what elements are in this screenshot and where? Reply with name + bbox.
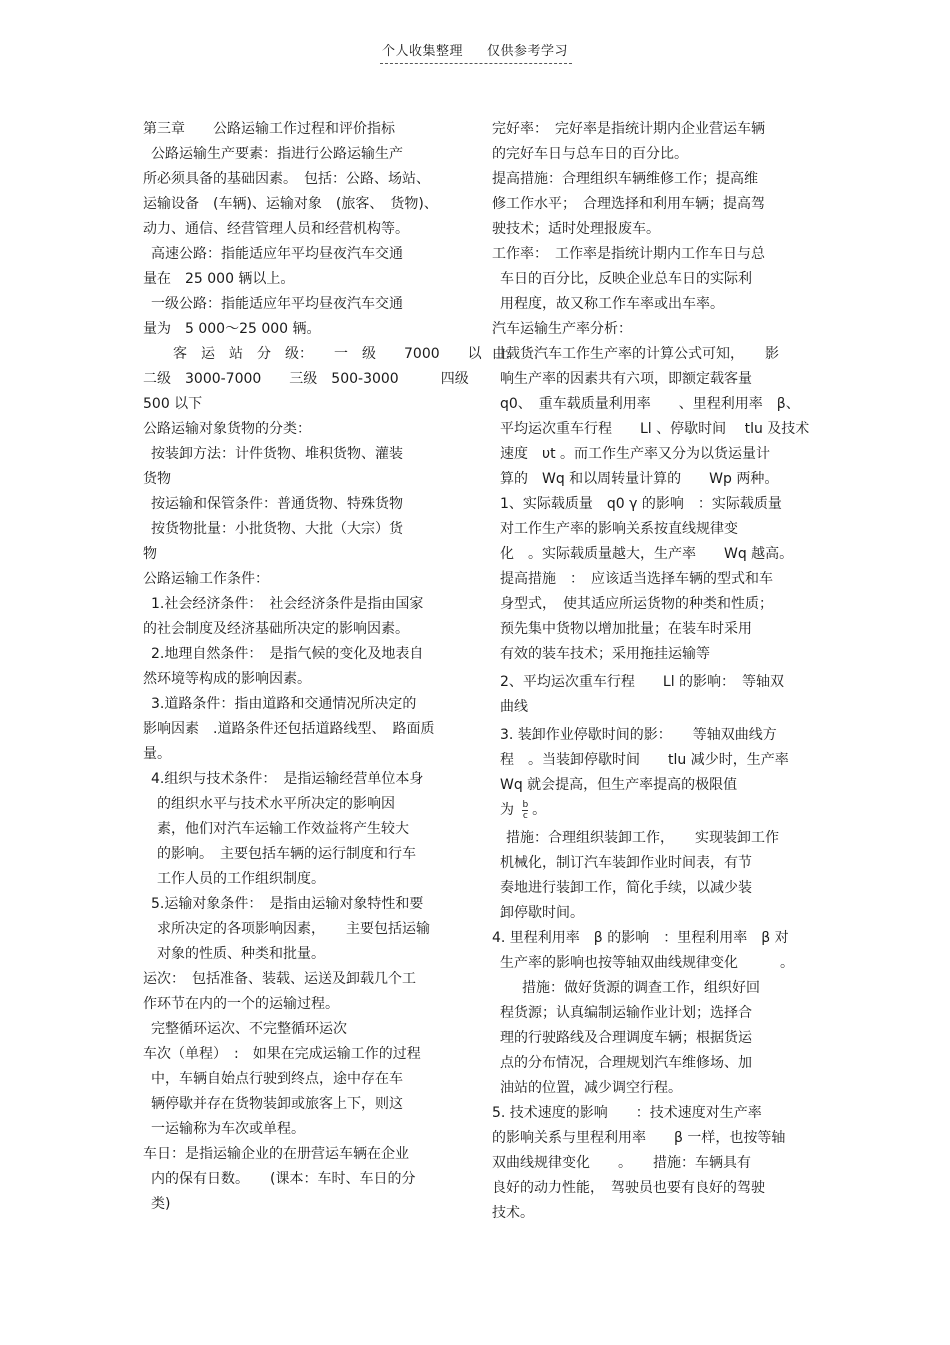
text-line: 车日的百分比，反映企业总车日的实际利 xyxy=(500,271,752,287)
text-line: 运次： 包括准备、装载、运送及卸载几个工 xyxy=(143,971,416,987)
text-line: 中，车辆自始点行驶到终点，途中存在车 xyxy=(151,1071,403,1087)
text-line: 5. 技术速度的影响 ：技术速度对生产率 xyxy=(492,1105,762,1121)
text-line: 工作率： 工作率是指统计期内工作车日与总 xyxy=(492,246,765,262)
text-line: 2、平均运次重车行程 Ll 的影响： 等轴双 xyxy=(500,674,785,690)
text-line: 对象的性质、种类和批量。 xyxy=(157,946,325,962)
text-line: 一级公路：指能适应年平均昼夜汽车交通 xyxy=(151,296,403,312)
text-line: 措施：合理组织装卸工作， 实现装卸工作 xyxy=(506,830,779,846)
section-heading: 汽车运输生产率分析： xyxy=(492,321,632,337)
text-line: 量在 25 000 辆以上。 xyxy=(143,271,295,287)
text-line: 内的保有日数。 (课本：车时、车日的分 xyxy=(151,1171,416,1187)
section-heading: 公路运输工作条件： xyxy=(143,571,269,587)
text-line: 4.组织与技术条件： 是指运输经营单位本身 xyxy=(151,771,424,787)
chapter-title: 第三章 公路运输工作过程和评价指标 xyxy=(143,121,395,137)
text-line: 1.社会经济条件： 社会经济条件是指由国家 xyxy=(151,596,424,612)
text-line: 卸停歇时间。 xyxy=(500,905,584,921)
text-line: 高速公路：指能适应年平均昼夜汽车交通 xyxy=(151,246,403,262)
text-line: 4. 里程利用率 β 的影响 ：里程利用率 β 对 xyxy=(492,930,789,946)
text-line: 量为 5 000～25 000 辆。 xyxy=(143,321,321,337)
text-line: 影响因素 .道路条件还包括道路线型、 路面质 xyxy=(143,721,435,737)
text-line: 1、实际载质量 q0 γ 的影响 ：实际载质量 xyxy=(500,496,782,512)
text-line: 双曲线规律变化 。 措施：车辆具有 xyxy=(492,1155,751,1171)
text-line: 奏地进行装卸工作，简化手续，以减少装 xyxy=(500,880,752,896)
text-line: 生产率的影响也按等轴双曲线规律变化 。 xyxy=(500,955,794,971)
text-line: 身型式， 使其适应所运货物的种类和性质； xyxy=(500,596,773,612)
text-line: 车日：是指运输企业的在册营运车辆在企业 xyxy=(143,1146,409,1162)
fraction-numerator: b xyxy=(522,799,529,810)
text-line: 的社会制度及经济基础所决定的影响因素。 xyxy=(143,621,409,637)
limit-fraction xyxy=(522,800,528,821)
text-line: 修工作水平； 合理选择和利用车辆；提高驾 xyxy=(492,196,765,212)
text-line: 程 。当装卸停歇时间 tlu 减少时，生产率 xyxy=(500,752,789,768)
text-line: 按运输和保管条件：普通货物、特殊货物 xyxy=(151,496,403,512)
text-line: 良好的动力性能， 驾驶员也要有良好的驾驶 xyxy=(492,1180,765,1196)
text-line: 3. 装卸作业停歇时间的影： 等轴双曲线方 xyxy=(500,727,777,743)
left-column xyxy=(143,117,510,1217)
text-line: 机械化，制订汽车装卸作业时间表，有节 xyxy=(500,855,752,871)
text-line: 客 运 站 分 级： 一 级 7000 以 上 xyxy=(173,346,510,362)
text-line: 二级 3000-7000 三级 500-3000 四级 xyxy=(143,371,469,387)
text-fragment: 为 xyxy=(500,802,514,818)
text-line: 提高措施：合理组织车辆维修工作；提高维 xyxy=(492,171,758,187)
text-line: 响生产率的因素共有六项，即额定载客量 xyxy=(500,371,752,387)
text-line: 点的分布情况，合理规划汽车维修场、加 xyxy=(500,1055,752,1071)
text-line: 措施：做好货源的调查工作，组织好回 xyxy=(522,980,760,996)
text-line: 有效的装车技术；采用拖挂运输等 xyxy=(500,646,710,662)
text-line: 曲线 xyxy=(500,699,528,715)
fraction-denominator: c xyxy=(522,810,528,821)
text-line: 素，他们对汽车运输工作效益将产生较大 xyxy=(157,821,409,837)
text-line: 驶技术；适时处理报废车。 xyxy=(492,221,660,237)
text-line: 5.运输对象条件： 是指由运输对象特性和要 xyxy=(151,896,424,912)
text-line: 辆停歇并存在货物装卸或旅客上下，则这 xyxy=(151,1096,403,1112)
text-line: 物 xyxy=(143,546,157,562)
text-line: 按装卸方法：计件货物、堆积货物、灌装 xyxy=(151,446,403,462)
text-line: 的组织水平与技术水平所决定的影响因 xyxy=(157,796,395,812)
text-line: 求所决定的各项影响因素， 主要包括运输 xyxy=(157,921,430,937)
text-line: 的完好车日与总车日的百分比。 xyxy=(492,146,688,162)
text-line: 提高措施 ： 应该适当选择车辆的型式和车 xyxy=(500,571,773,587)
text-line: 由载货汽车工作生产率的计算公式可知， 影 xyxy=(492,346,779,362)
text-line: 理的行驶路线及合理调度车辆；根据货运 xyxy=(500,1030,752,1046)
text-line: 算的 Wq 和以周转量计算的 Wp 两种。 xyxy=(500,471,779,487)
text-line: 500 以下 xyxy=(143,396,203,412)
text-line: 2.地理自然条件： 是指气候的变化及地表自 xyxy=(151,646,424,662)
text-line: 的影响。 主要包括车辆的运行制度和行车 xyxy=(157,846,416,862)
right-column xyxy=(492,117,810,1226)
text-line: 然环境等构成的影响因素。 xyxy=(143,671,311,687)
text-line: 动力、通信、经营管理人员和经营机构等。 xyxy=(143,221,409,237)
text-line: 速度 υt 。而工作生产率又分为以货运量计 xyxy=(500,446,771,462)
text-line: 货物 xyxy=(143,471,171,487)
text-line: 技术。 xyxy=(492,1205,534,1221)
text-line: 化 。实际载质量越大，生产率 Wq 越高。 xyxy=(500,546,794,562)
text-line: 完好率： 完好率是指统计期内企业营运车辆 xyxy=(492,121,765,137)
header-left-text: 个人收集整理 xyxy=(382,44,464,59)
text-line: 车次（单程） : 如果在完成运输工作的过程 xyxy=(143,1046,421,1062)
text-line: 工作人员的工作组织制度。 xyxy=(157,871,325,887)
text-line: 程货源；认真编制运输作业计划；选择合 xyxy=(500,1005,752,1021)
text-line: 类) xyxy=(151,1196,171,1212)
text-line: 一运输称为车次或单程。 xyxy=(151,1121,305,1137)
text-line: 按货物批量：小批货物、大批（大宗）货 xyxy=(151,521,403,537)
text-line: 公路运输生产要素：指进行公路运输生产 xyxy=(151,146,403,162)
text-line: 3.道路条件：指由道路和交通情况所决定的 xyxy=(151,696,417,712)
text-line: 对工作生产率的影响关系按直线规律变 xyxy=(500,521,738,537)
text-line: 所必须具备的基础因素。 包括：公路、场站、 xyxy=(143,171,430,187)
text-line: 平均运次重车行程 Ll 、停歇时间 tlu 及技术 xyxy=(500,421,810,437)
text-line: 用程度，故又称工作车率或出车率。 xyxy=(500,296,724,312)
text-line: 的影响关系与里程利用率 β 一样，也按等轴 xyxy=(492,1130,786,1146)
text-line: Wq 就会提高，但生产率提高的极限值 xyxy=(500,777,738,793)
text-line: q0、 重车载质量利用率 、里程利用率 β、 xyxy=(500,396,800,412)
text-line: 作环节在内的一个的运输过程。 xyxy=(143,996,339,1012)
text-line: 完整循环运次、不完整循环运次 xyxy=(151,1021,347,1037)
text-line: 运输设备 (车辆)、运输对象 (旅客、 货物)、 xyxy=(143,196,438,212)
text-line: 量。 xyxy=(143,746,171,762)
header-right-text: 仅供参考学习 xyxy=(487,44,569,59)
text-fragment: 。 xyxy=(532,802,547,818)
page-header xyxy=(380,40,572,64)
text-line: 油站的位置，减少调空行程。 xyxy=(500,1080,682,1096)
fraction-line xyxy=(492,798,810,823)
section-heading: 公路运输对象货物的分类： xyxy=(143,421,311,437)
text-line: 预先集中货物以增加批量；在装车时采用 xyxy=(500,621,752,637)
